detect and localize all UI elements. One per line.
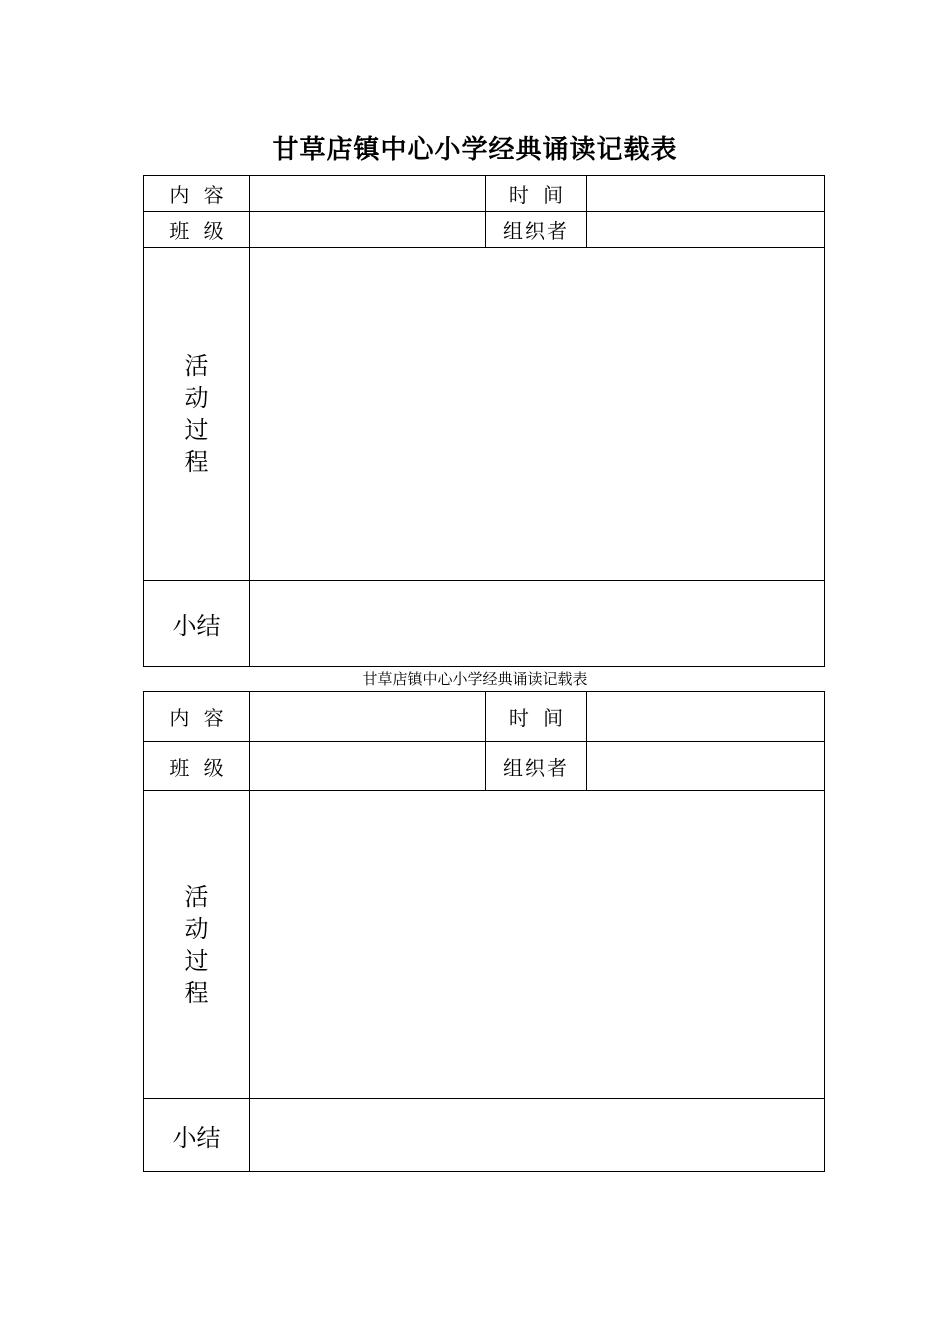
class-field[interactable] xyxy=(250,212,486,248)
table-row xyxy=(144,692,825,742)
process-label: 活动过程 xyxy=(184,352,209,476)
summary-label: 小结 xyxy=(144,581,250,667)
table-row xyxy=(144,1099,825,1172)
process-field[interactable] xyxy=(250,791,825,1099)
table-row xyxy=(144,581,825,667)
content-field[interactable] xyxy=(250,176,486,212)
form2-title: 甘草店镇中心小学经典诵读记载表 xyxy=(362,670,588,688)
organizer-field[interactable] xyxy=(587,742,825,791)
summary-label: 小结 xyxy=(144,1099,250,1172)
time-label: 时 间 xyxy=(486,692,587,742)
content-label: 内 容 xyxy=(144,176,250,212)
form1-title: 甘草店镇中心小学经典诵读记载表 xyxy=(272,135,678,165)
table-row xyxy=(144,742,825,791)
content-field[interactable] xyxy=(250,692,486,742)
class-label: 班 级 xyxy=(144,742,250,791)
table-row xyxy=(144,176,825,212)
table-row xyxy=(144,248,825,581)
process-label-cell xyxy=(144,248,250,581)
organizer-field[interactable] xyxy=(587,212,825,248)
process-label-cell xyxy=(144,791,250,1099)
summary-field[interactable] xyxy=(250,1099,825,1172)
time-field[interactable] xyxy=(587,176,825,212)
record-table-2 xyxy=(143,691,825,1172)
organizer-label: 组织者 xyxy=(486,212,587,248)
table-row xyxy=(144,212,825,248)
time-label: 时 间 xyxy=(486,176,587,212)
record-table-1 xyxy=(143,175,825,667)
time-field[interactable] xyxy=(587,692,825,742)
content-label: 内 容 xyxy=(144,692,250,742)
organizer-label: 组织者 xyxy=(486,742,587,791)
class-field[interactable] xyxy=(250,742,486,791)
process-label: 活动过程 xyxy=(184,882,209,1007)
process-field[interactable] xyxy=(250,248,825,581)
class-label: 班 级 xyxy=(144,212,250,248)
table-row xyxy=(144,791,825,1099)
summary-field[interactable] xyxy=(250,581,825,667)
